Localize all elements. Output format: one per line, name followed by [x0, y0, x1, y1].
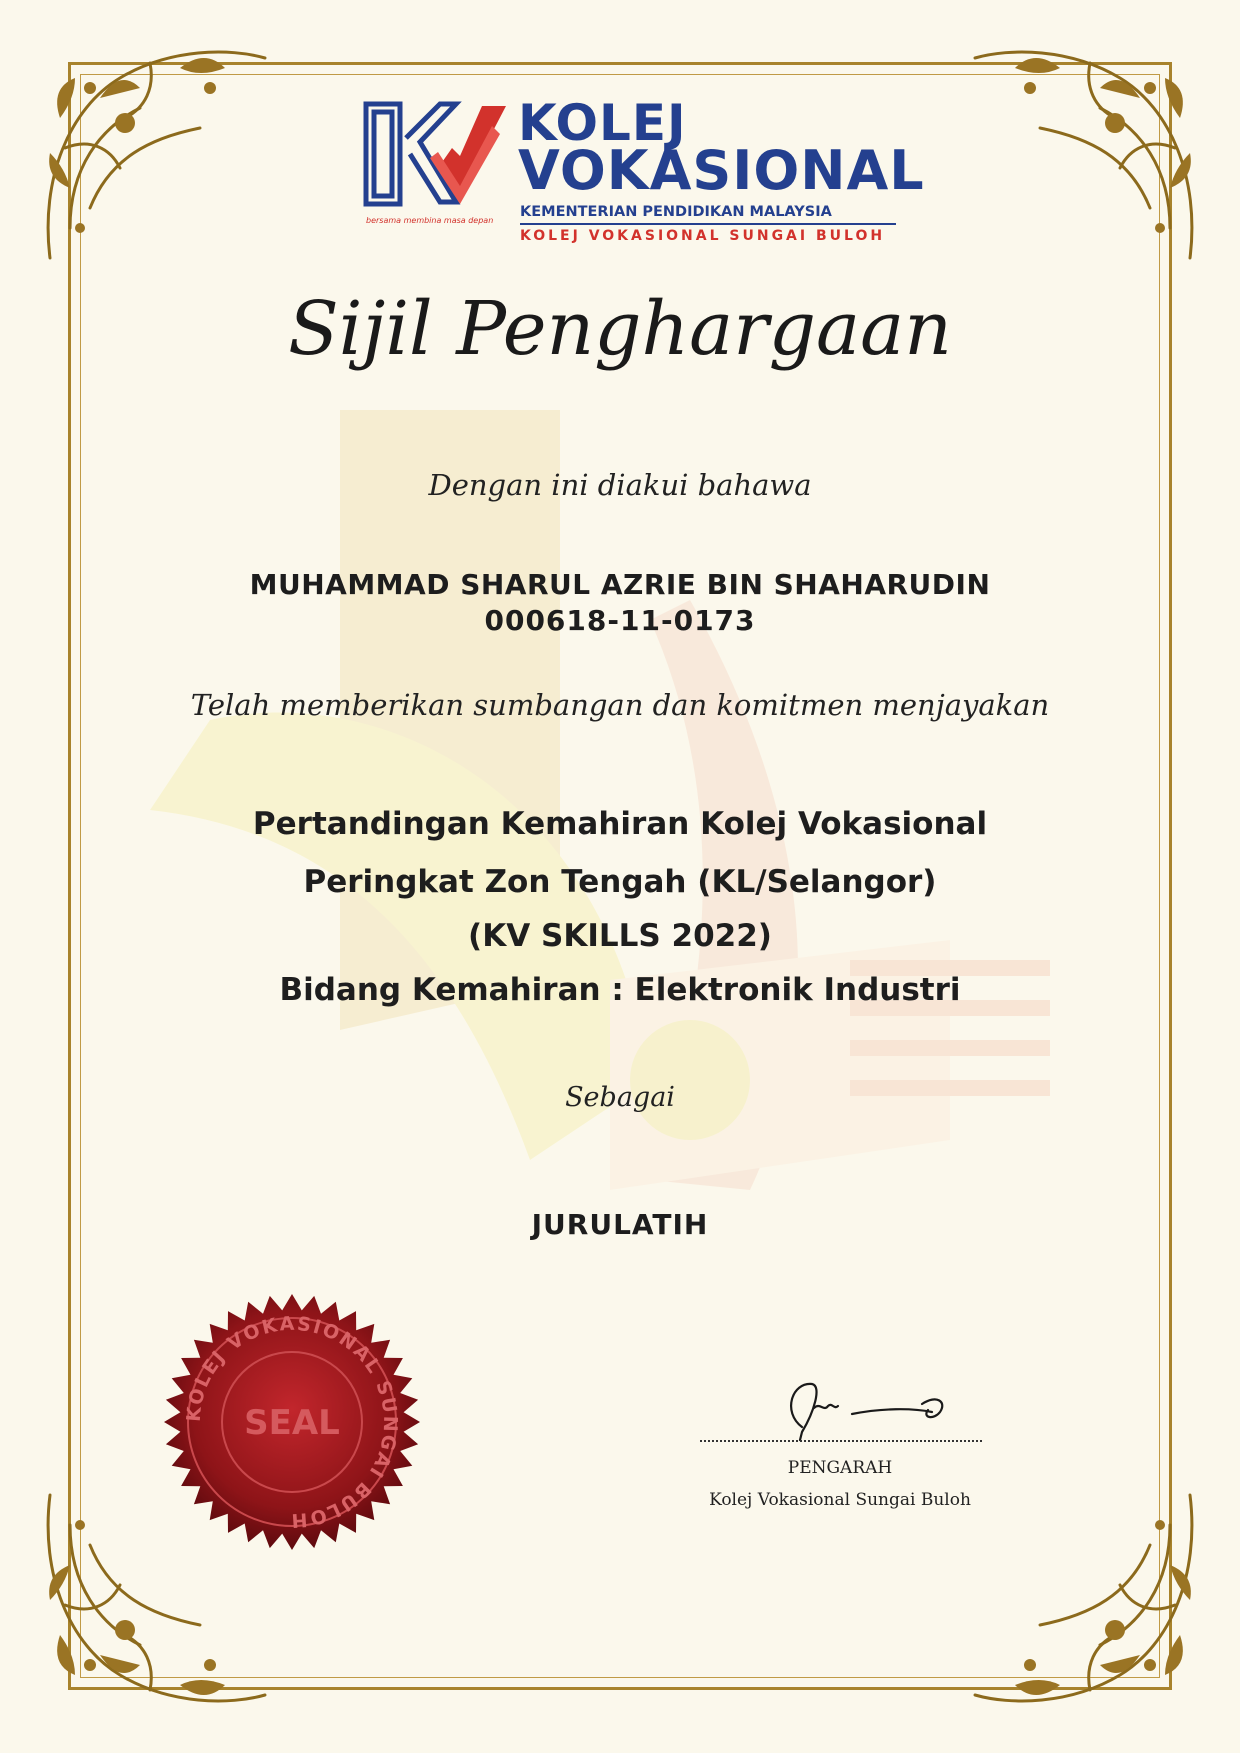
kolej-vokasional-logo: [360, 92, 925, 250]
kv-monogram-icon: [360, 98, 510, 210]
signatory-title: PENGARAH: [787, 1458, 893, 1478]
contribution-text: Telah memberikan sumbangan dan komitmen menjayakan: [190, 688, 1050, 722]
logo-text-ministry: KEMENTERIAN PENDIDIKAN MALAYSIA: [520, 204, 832, 220]
competition-line-2: Peringkat Zon Tengah (KL/Selangor): [303, 864, 937, 900]
corner-ornament-top-left: [30, 28, 280, 278]
competition-line-4: Bidang Kemahiran : Elektronik Industri: [279, 972, 961, 1008]
logo-divider: [520, 223, 896, 225]
seal-ring-text: KOLEJ VOKASIONAL SUNGAI BULOH: [182, 1312, 402, 1532]
intro-text: Dengan ini diakui bahawa: [428, 468, 812, 502]
corner-ornament-top-right: [960, 28, 1210, 278]
competition-line-3: (KV SKILLS 2022): [468, 918, 772, 954]
handwritten-signature: [762, 1372, 962, 1442]
signature-line: [700, 1440, 982, 1442]
as-label: Sebagai: [565, 1082, 675, 1113]
certificate-title: Sijil Penghargaan: [288, 286, 952, 372]
logo-text-kolej: KOLEJ: [518, 94, 687, 152]
logo-text-college: KOLEJ VOKASIONAL SUNGAI BULOH: [520, 228, 886, 244]
recipient-role: JURULATIH: [531, 1208, 709, 1241]
recipient-ic-number: 000618-11-0173: [484, 604, 756, 637]
competition-line-1: Pertandingan Kemahiran Kolej Vokasional: [252, 806, 988, 842]
logo-tagline: bersama membina masa depan: [366, 216, 494, 225]
logo-text-vokasional: VOKASIONAL: [518, 139, 925, 202]
recipient-name: MUHAMMAD SHARUL AZRIE BIN SHAHARUDIN: [249, 568, 991, 601]
seal-center-text: SEAL: [244, 1403, 340, 1443]
corner-ornament-bottom-right: [960, 1475, 1210, 1725]
signatory-organization: Kolej Vokasional Sungai Buloh: [709, 1490, 971, 1510]
college-seal-icon: [162, 1292, 422, 1552]
